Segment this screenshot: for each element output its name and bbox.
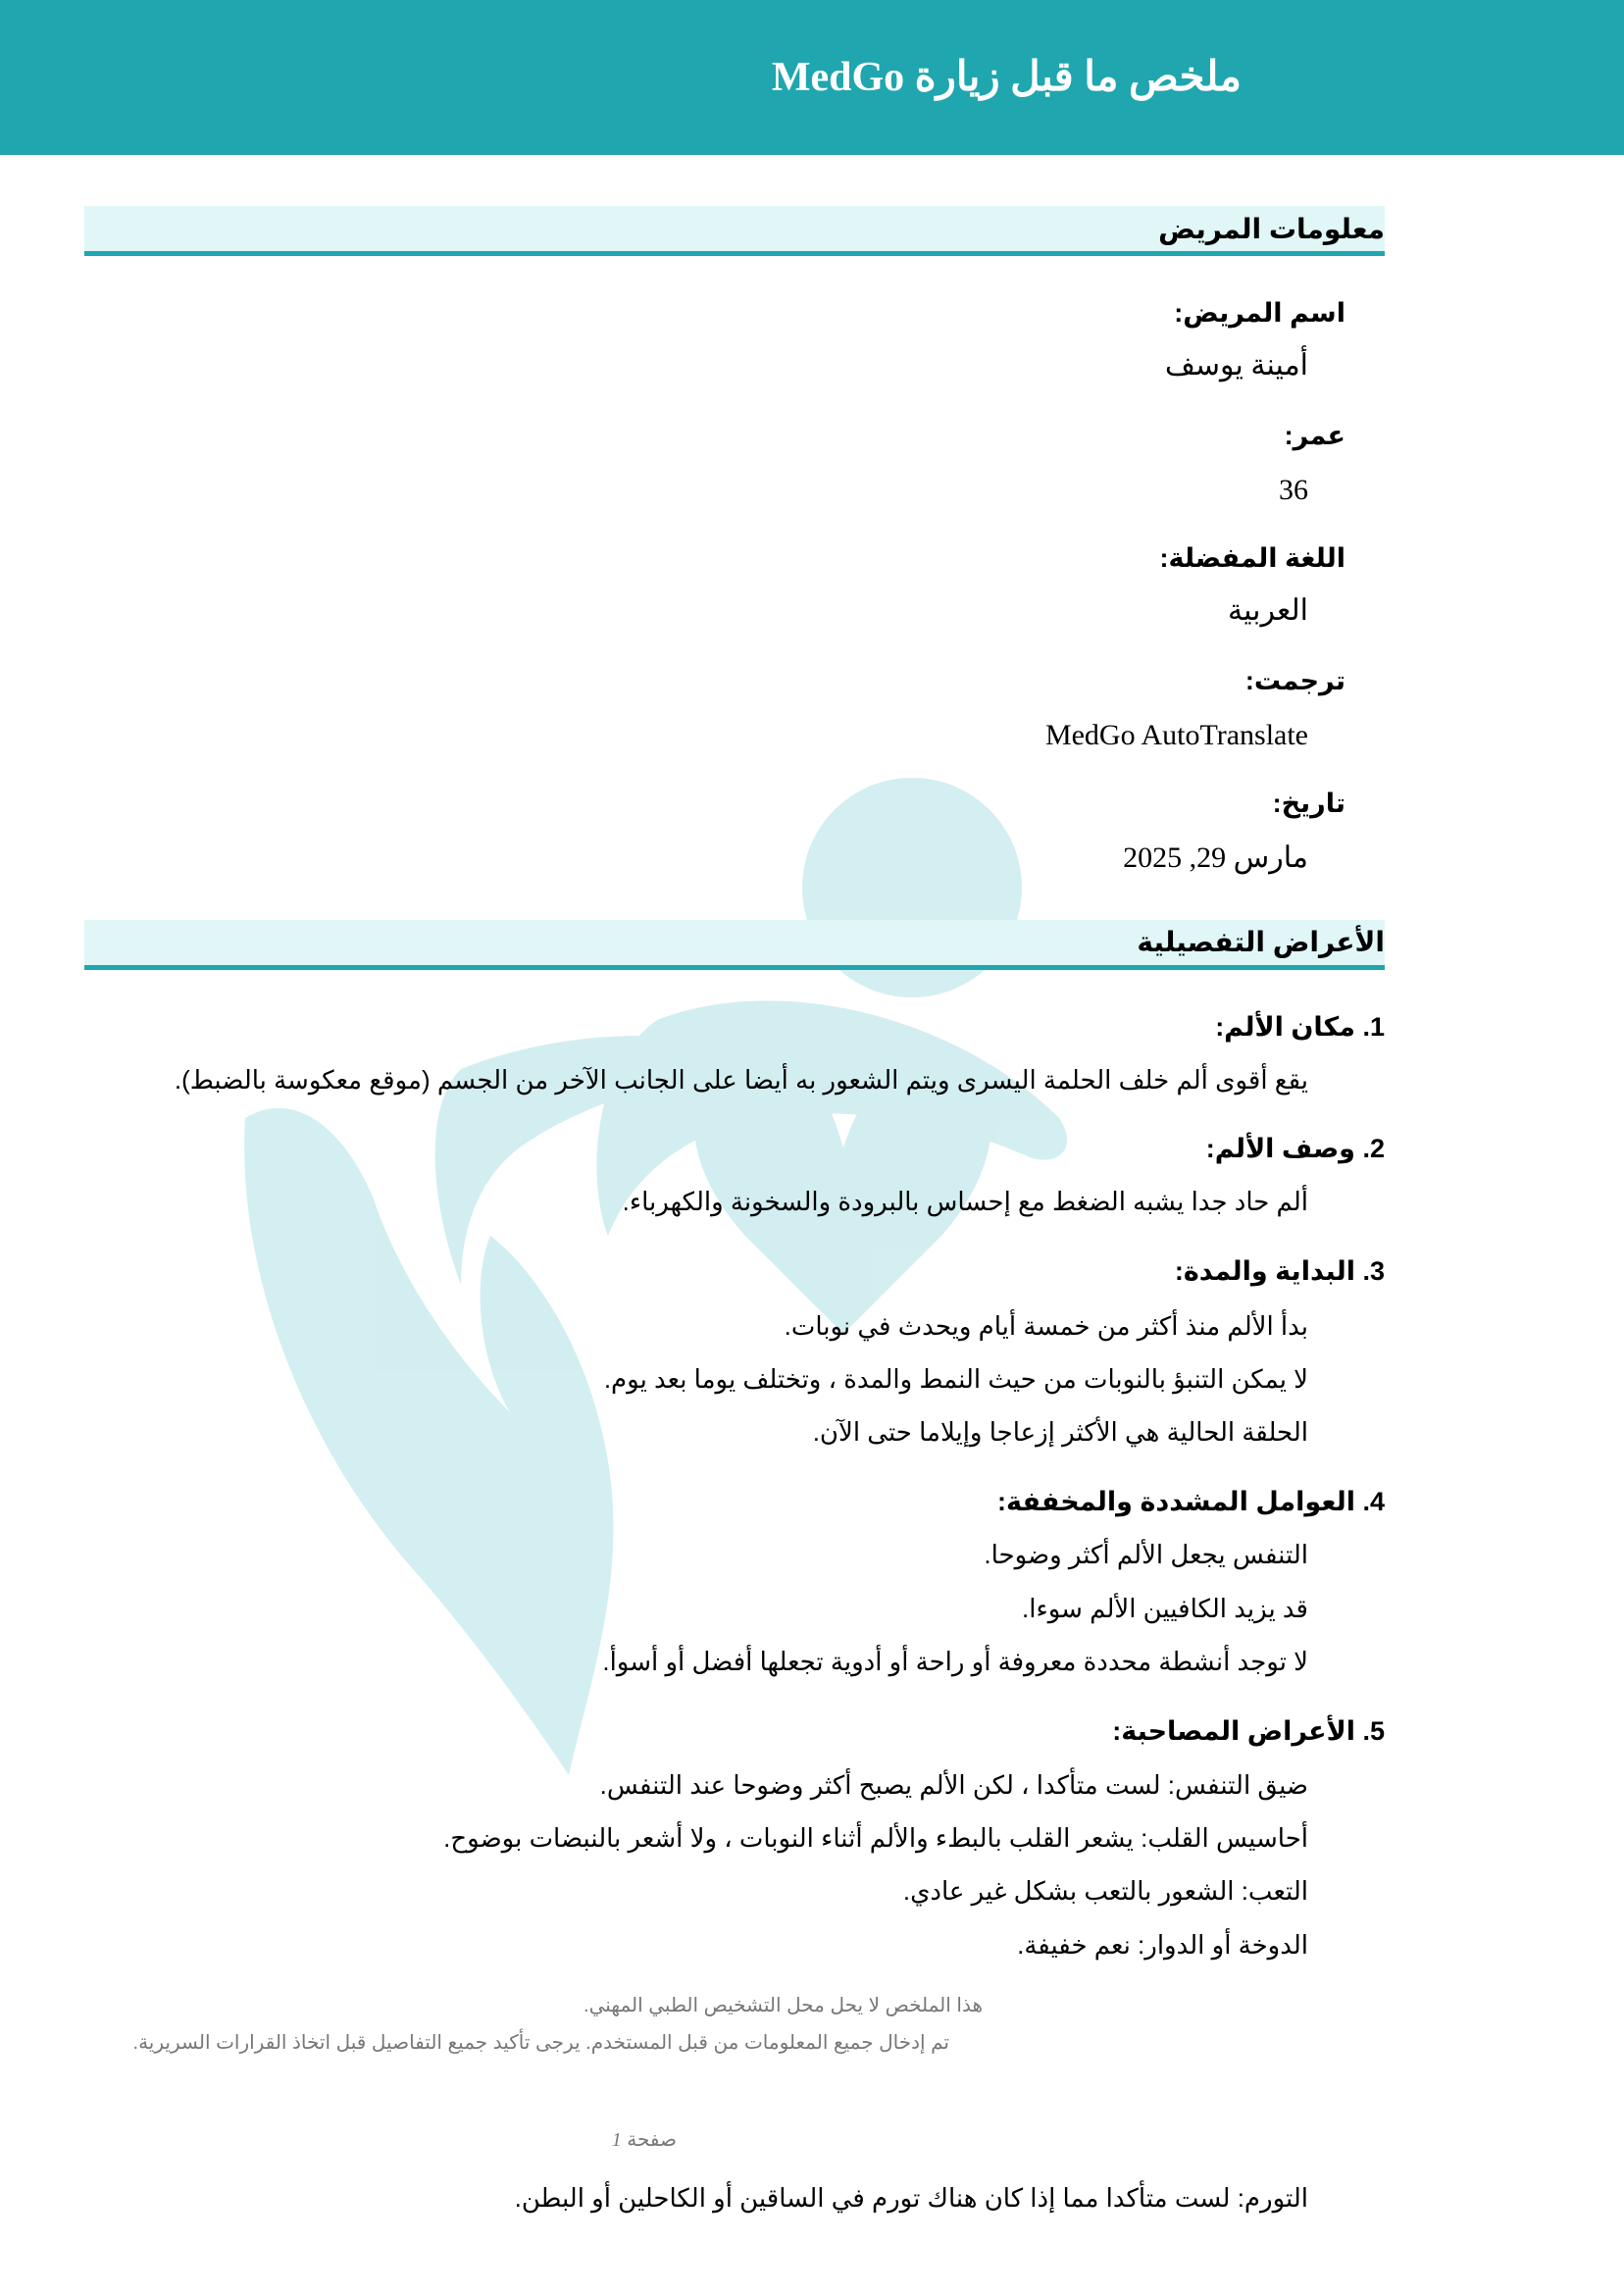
pain-location-title: 1. مكان الألم: <box>1215 1012 1385 1042</box>
disclaimer-line-1: هذا الملخص لا يحل محل التشخيص الطبي المهني. <box>584 1995 983 2016</box>
pain-location-line: يقع أقوى ألم خلف الحلمة اليسرى ويتم الشعور به أيضا على الجانب الآخر من الجسم (موقع معكوسة بالضبط). <box>174 1065 1308 1095</box>
preferred-language-value: العربية <box>1228 594 1308 627</box>
age-label: عمر: <box>1284 421 1345 450</box>
patient-name-label: اسم المريض: <box>1174 298 1345 328</box>
associated-symptoms-title: 5. الأعراض المصاحبة: <box>1112 1716 1385 1746</box>
symptoms-heading: الأعراض التفصيلية <box>1137 927 1385 957</box>
associated-symptoms-line-1: ضيق التنفس: لست متأكدا ، لكن الألم يصبح أكثر وضوحا عند التنفس. <box>599 1770 1308 1800</box>
watermark-left-hand <box>244 1108 613 1775</box>
factors-line-2: قد يزيد الكافيين الألم سوءا. <box>1022 1594 1308 1623</box>
date-label: تاريخ: <box>1272 789 1345 818</box>
page-number <box>612 2130 677 2150</box>
associated-symptoms-line-3: التعب: الشعور بالتعب بشكل غير عادي. <box>902 1876 1308 1906</box>
associated-symptoms-line-2: أحاسيس القلب: يشعر القلب بالبطء والألم أثناء النوبات ، ولا أشعر بالنبضات بوضوح. <box>443 1823 1308 1853</box>
swelling-line: التورم: لست متأكدا مما إذا كان هناك تورم في الساقين أو الكاحلين أو البطن. <box>514 2183 1308 2213</box>
associated-symptoms-line-4: الدوخة أو الدوار: نعم خفيفة. <box>1017 1930 1308 1960</box>
patient-info-heading: معلومات المريض <box>1158 214 1385 244</box>
factors-line-1: التنفس يجعل الألم أكثر وضوحا. <box>984 1540 1308 1569</box>
header-banner <box>0 0 1624 155</box>
patient-name-value: أمينة يوسف <box>1164 349 1308 382</box>
page-label: صفحة <box>627 2129 677 2151</box>
pain-description-line: ألم حاد جدا يشبه الضغط مع إحساس بالبرودة والسخونة والكهرباء. <box>622 1187 1308 1216</box>
factors-title: 4. العوامل المشددة والمخففة: <box>997 1487 1385 1516</box>
document-title: ملخص ما قبل زيارة MedGo <box>771 55 1242 100</box>
preferred-language-label: اللغة المفضلة: <box>1159 543 1345 573</box>
onset-duration-line-3: الحلقة الحالية هي الأكثر إزعاجا وإيلاما حتى الآن. <box>812 1417 1308 1447</box>
onset-duration-title: 3. البداية والمدة: <box>1174 1256 1385 1286</box>
factors-line-3: لا توجد أنشطة محددة معروفة أو راحة أو أدوية تجعلها أفضل أو أسوأ. <box>602 1647 1308 1676</box>
disclaimer-line-2: تم إدخال جميع المعلومات من قبل المستخدم. يرجى تأكيد جميع التفاصيل قبل اتخاذ القرارات السريرية. <box>132 2032 949 2054</box>
onset-duration-line-1: بدأ الألم منذ أكثر من خمسة أيام ويحدث في نوبات. <box>784 1311 1308 1341</box>
page-number-value: 1 <box>611 2129 622 2151</box>
translated-by-label: ترجمت: <box>1244 666 1345 695</box>
translated-by-value: MedGo AutoTranslate <box>1044 719 1308 751</box>
date-value: مارس 29, 2025 <box>1123 841 1308 874</box>
age-value: 36 <box>1279 474 1308 506</box>
onset-duration-line-2: لا يمكن التنبؤ بالنوبات من حيث النمط والمدة ، وتختلف يوما بعد يوم. <box>603 1364 1308 1394</box>
pain-description-title: 2. وصف الألم: <box>1205 1134 1385 1163</box>
